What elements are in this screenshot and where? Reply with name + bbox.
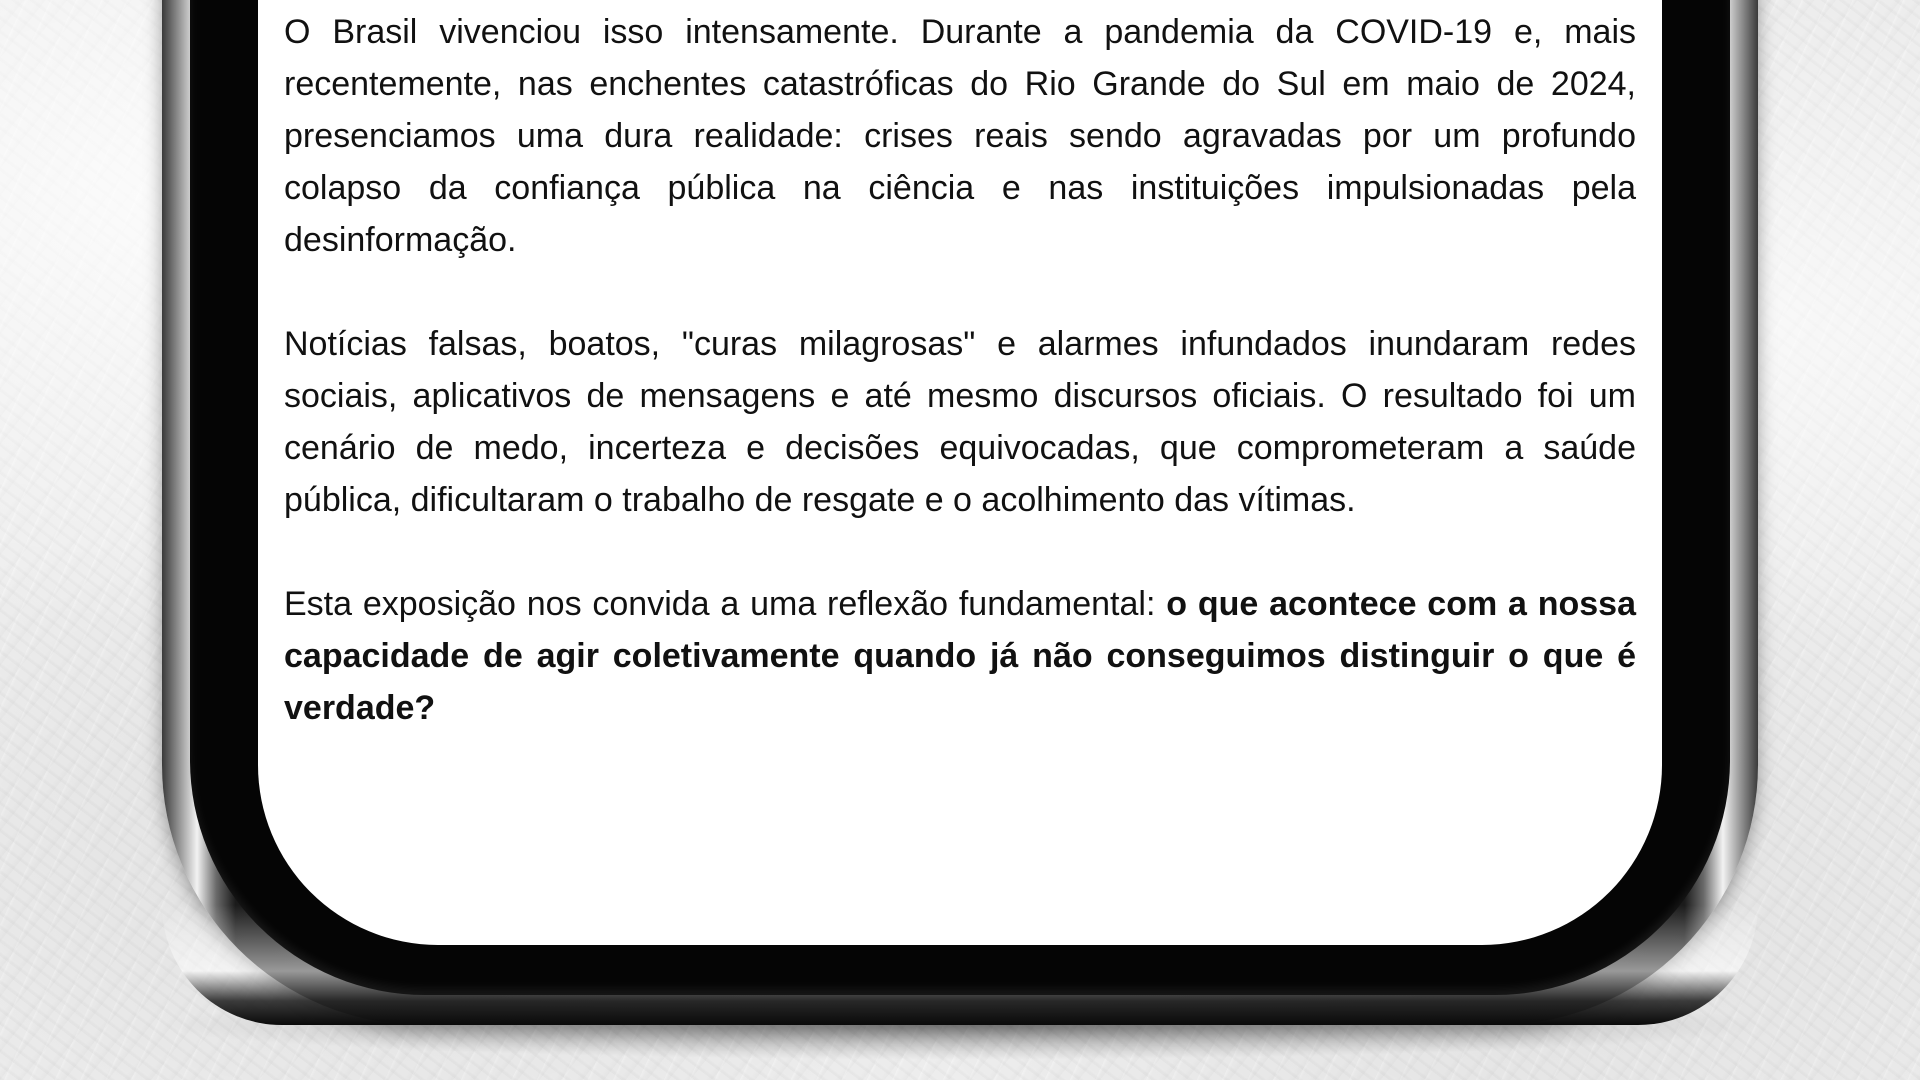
reflexao-intro-text: Esta exposição nos convida a uma reflexão fundamental:	[284, 585, 1167, 623]
paragraph-brasil: O Brasil vivenciou isso intensamente. Durante a pandemia da COVID-19 e, mais recentemente, nas enchentes catastróficas do Rio Grande do Sul em maio de 2024, presenciamos uma dura realidade: crises reais sendo agravadas por um profundo colapso da confiança pública na ciência e nas instituições impulsionadas pela desinformação.	[284, 13, 1636, 259]
reflexao-question: o que acontece com a nossa capacidade de agir coletivamente quando já não conseguimos distinguir o que é verdade?	[284, 585, 1636, 727]
paragraph-reflexao	[284, 578, 1636, 734]
phone-screen	[258, 0, 1662, 945]
paragraph-noticias-falsas: Notícias falsas, boatos, "curas milagrosas" e alarmes infundados inundaram redes sociais, aplicativos de mensagens e até mesmo discursos oficiais. O resultado foi um cenário de medo, incerteza e decisões equivocadas, que comprometeram a saúde pública, dificultaram o trabalho de resgate e o acolhimento das vítimas.	[284, 325, 1636, 519]
article-text	[284, 6, 1636, 734]
